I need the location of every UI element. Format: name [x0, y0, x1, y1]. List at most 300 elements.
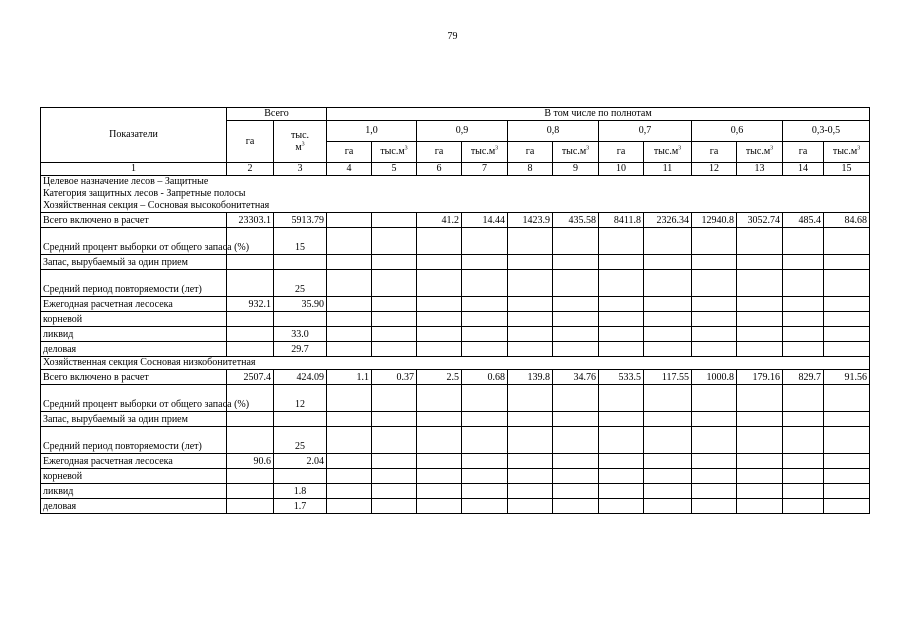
table-cell: [227, 484, 274, 499]
table-row: [41, 412, 870, 427]
row-label: деловая: [41, 342, 227, 357]
table-cell: [737, 255, 783, 270]
table-cell: [644, 297, 692, 312]
table-cell: [372, 469, 417, 484]
table-cell: [327, 412, 372, 427]
table-cell: [327, 255, 372, 270]
table-cell: [783, 342, 824, 357]
table-cell: [553, 454, 599, 469]
including-header: В том числе по полнотам: [327, 108, 870, 121]
table-cell: [462, 270, 508, 297]
table-cell: [783, 228, 824, 255]
unit-volume-header: $тыс.м^3$: [644, 142, 692, 163]
table-cell: [783, 270, 824, 297]
row-label: корневой: [41, 312, 227, 327]
unit-ha-header: га: [327, 142, 372, 163]
column-number: 11: [644, 163, 692, 176]
table-cell: 8411.8: [599, 213, 644, 228]
table-cell: [599, 327, 644, 342]
table-cell: 435.58: [553, 213, 599, 228]
table-cell: [372, 213, 417, 228]
table-cell: 829.7: [783, 370, 824, 385]
table-cell: 35.90: [274, 297, 327, 312]
table-cell: 2.04: [274, 454, 327, 469]
unit-volume-header: $тыс.м^3$: [372, 142, 417, 163]
table-cell: [644, 484, 692, 499]
table-row: [41, 499, 870, 514]
table-cell: [508, 484, 553, 499]
table-cell: [553, 499, 599, 514]
table-cell: 14.44: [462, 213, 508, 228]
table-cell: [824, 297, 870, 312]
table-cell: 12: [274, 385, 327, 412]
table-cell: [508, 228, 553, 255]
table-cell: [644, 270, 692, 297]
table-cell: [327, 270, 372, 297]
table-row: [41, 370, 870, 385]
table-cell: [462, 342, 508, 357]
table-cell: [737, 454, 783, 469]
row-label: Ежегодная расчетная лесосека: [41, 454, 227, 469]
table-cell: [692, 469, 737, 484]
table-cell: [824, 228, 870, 255]
column-number: 12: [692, 163, 737, 176]
table-cell: [462, 385, 508, 412]
table-cell: [508, 385, 553, 412]
table-cell: [824, 499, 870, 514]
section-heading-line: Хозяйственная секция – Сосновая высокобонитетная: [43, 200, 270, 211]
column-number: 4: [327, 163, 372, 176]
table-cell: [644, 499, 692, 514]
table-cell: [599, 255, 644, 270]
column-number: 8: [508, 163, 553, 176]
row-label: Запас, вырубаемый за один прием: [41, 412, 227, 427]
table-cell: [599, 385, 644, 412]
table-cell: [372, 385, 417, 412]
table-cell: [783, 499, 824, 514]
row-label: деловая: [41, 499, 227, 514]
table-cell: 33.0: [274, 327, 327, 342]
row-label: Всего включено в расчет: [41, 213, 227, 228]
table-cell: [599, 412, 644, 427]
table-cell: [327, 213, 372, 228]
table-cell: [372, 412, 417, 427]
table-row: [41, 213, 870, 228]
table-row: [41, 297, 870, 312]
table-cell: [508, 427, 553, 454]
table-cell: [417, 412, 462, 427]
table-cell: 25: [274, 270, 327, 297]
table-cell: [644, 454, 692, 469]
table-cell: [644, 228, 692, 255]
table-cell: [227, 270, 274, 297]
table-cell: [644, 385, 692, 412]
column-number: 6: [417, 163, 462, 176]
table-cell: [644, 327, 692, 342]
column-number: 5: [372, 163, 417, 176]
table-cell: [824, 255, 870, 270]
table-cell: [644, 412, 692, 427]
section-heading-line: Целевое назначение лесов – Защитные: [43, 176, 209, 187]
table-cell: [692, 499, 737, 514]
table-cell: [417, 312, 462, 327]
row-label: Средний период повторяемости (лет): [41, 427, 227, 454]
table-cell: [692, 228, 737, 255]
table-cell: [462, 427, 508, 454]
table-cell: [417, 427, 462, 454]
density-header: 0,6: [692, 121, 783, 142]
row-label: ликвид: [41, 484, 227, 499]
table-cell: [692, 484, 737, 499]
table-cell: [553, 469, 599, 484]
table-cell: [644, 427, 692, 454]
table-cell: [462, 454, 508, 469]
row-label: Средний период повторяемости (лет): [41, 270, 227, 297]
section-heading-row: [41, 176, 870, 213]
table-cell: 15: [274, 228, 327, 255]
table-row: [41, 484, 870, 499]
column-number: 7: [462, 163, 508, 176]
table-cell: [462, 412, 508, 427]
table-cell: [327, 228, 372, 255]
row-label: корневой: [41, 469, 227, 484]
table-row: [41, 469, 870, 484]
table-cell: [372, 499, 417, 514]
table-cell: 41.2: [417, 213, 462, 228]
table-cell: [417, 327, 462, 342]
table-cell: [327, 469, 372, 484]
table-cell: [327, 297, 372, 312]
table-row: [41, 342, 870, 357]
table-row: [41, 255, 870, 270]
table-cell: [824, 385, 870, 412]
table-cell: [824, 484, 870, 499]
table-cell: [508, 454, 553, 469]
table-cell: [692, 255, 737, 270]
table-cell: [327, 342, 372, 357]
row-label: Запас, вырубаемый за один прием: [41, 255, 227, 270]
table-row: [41, 228, 870, 255]
table-cell: 117.55: [644, 370, 692, 385]
table-cell: [783, 412, 824, 427]
table-cell: [274, 412, 327, 427]
table-cell: [692, 427, 737, 454]
table-cell: [372, 228, 417, 255]
table-cell: [644, 255, 692, 270]
table-cell: [553, 484, 599, 499]
table-cell: [372, 312, 417, 327]
table-cell: [737, 385, 783, 412]
table-cell: [372, 342, 417, 357]
unit-volume-header: $тыс.м^3$: [462, 142, 508, 163]
indicators-header: Показатели: [41, 108, 227, 163]
column-number: 13: [737, 163, 783, 176]
row-label: Всего включено в расчет: [41, 370, 227, 385]
table-cell: [783, 454, 824, 469]
table-cell: [599, 499, 644, 514]
table-cell: 139.8: [508, 370, 553, 385]
table-cell: [274, 469, 327, 484]
column-number: 14: [783, 163, 824, 176]
table-cell: [783, 385, 824, 412]
table-cell: [372, 427, 417, 454]
table-cell: [417, 385, 462, 412]
section-heading: [41, 357, 870, 370]
table-cell: [417, 499, 462, 514]
table-cell: [824, 454, 870, 469]
table-cell: [508, 469, 553, 484]
table-cell: 179.16: [737, 370, 783, 385]
table-cell: [274, 255, 327, 270]
unit-ha-header: га: [783, 142, 824, 163]
column-number: 9: [553, 163, 599, 176]
table-cell: [462, 484, 508, 499]
table-cell: 1.1: [327, 370, 372, 385]
table-cell: [327, 327, 372, 342]
unit-ha-header: га: [508, 142, 553, 163]
table-cell: [824, 427, 870, 454]
total-header: Всего: [227, 108, 327, 121]
table-cell: [824, 342, 870, 357]
table-cell: [737, 327, 783, 342]
table-cell: [783, 427, 824, 454]
table-cell: [372, 454, 417, 469]
section-heading-line: Категория защитных лесов - Запретные полосы: [43, 188, 246, 199]
table-cell: [644, 469, 692, 484]
table-cell: 3052.74: [737, 213, 783, 228]
table-cell: [824, 327, 870, 342]
table-cell: 0.68: [462, 370, 508, 385]
table-cell: [553, 327, 599, 342]
table-row: [41, 270, 870, 297]
table-cell: [417, 469, 462, 484]
table-cell: [508, 312, 553, 327]
table-row: [41, 327, 870, 342]
total-ha-header: га: [227, 121, 274, 163]
table-cell: 34.76: [553, 370, 599, 385]
table-cell: [462, 469, 508, 484]
unit-volume-header: $тыс.м^3$: [737, 142, 783, 163]
table-cell: [737, 499, 783, 514]
table-cell: [692, 297, 737, 312]
table-cell: [599, 454, 644, 469]
table-cell: [824, 312, 870, 327]
page-number: 79: [447, 31, 458, 42]
table-cell: [599, 270, 644, 297]
table-cell: 1.8: [274, 484, 327, 499]
table-cell: [737, 297, 783, 312]
table-cell: [327, 499, 372, 514]
table-cell: [644, 312, 692, 327]
unit-ha-header: га: [692, 142, 737, 163]
section-heading: [41, 176, 870, 213]
table-cell: [372, 327, 417, 342]
table-cell: [508, 342, 553, 357]
section-heading-row: [41, 357, 870, 370]
row-label: Средний процент выборки от общего запаса (%): [41, 228, 227, 255]
row-label: ликвид: [41, 327, 227, 342]
table-row: [41, 454, 870, 469]
density-header: 1,0: [327, 121, 417, 142]
table-cell: [417, 342, 462, 357]
table-cell: [227, 255, 274, 270]
table-cell: [783, 312, 824, 327]
column-number: 3: [274, 163, 327, 176]
table-cell: [737, 270, 783, 297]
table-cell: [508, 327, 553, 342]
table-cell: [737, 342, 783, 357]
table-cell: 0.37: [372, 370, 417, 385]
table-cell: [553, 297, 599, 312]
table-cell: [599, 297, 644, 312]
table-cell: [783, 484, 824, 499]
column-number: 2: [227, 163, 274, 176]
table-cell: 424.09: [274, 370, 327, 385]
table-cell: [783, 327, 824, 342]
table-cell: 29.7: [274, 342, 327, 357]
table-cell: [599, 312, 644, 327]
table-cell: [417, 270, 462, 297]
table-cell: [227, 427, 274, 454]
table-cell: [824, 270, 870, 297]
table-cell: [372, 297, 417, 312]
density-header: 0,8: [508, 121, 599, 142]
table-cell: [783, 297, 824, 312]
table-cell: 90.6: [227, 454, 274, 469]
table-cell: [599, 484, 644, 499]
density-header: 0,9: [417, 121, 508, 142]
table-cell: [417, 484, 462, 499]
column-number: 1: [41, 163, 227, 176]
row-label: Ежегодная расчетная лесосека: [41, 297, 227, 312]
table-cell: 1423.9: [508, 213, 553, 228]
table-cell: [692, 312, 737, 327]
table-cell: [227, 499, 274, 514]
unit-volume-header: $тыс.м^3$: [553, 142, 599, 163]
table-cell: [824, 412, 870, 427]
table-cell: [737, 469, 783, 484]
table-cell: [508, 255, 553, 270]
table-cell: [599, 342, 644, 357]
table-cell: [327, 454, 372, 469]
table-cell: [417, 255, 462, 270]
column-number: 15: [824, 163, 870, 176]
table-cell: 5913.79: [274, 213, 327, 228]
table-cell: [553, 228, 599, 255]
table-cell: [417, 228, 462, 255]
table-row: [41, 312, 870, 327]
unit-volume-header: $тыс.м^3$: [824, 142, 870, 163]
table-cell: [327, 312, 372, 327]
table-cell: [227, 312, 274, 327]
table-cell: [327, 385, 372, 412]
table-cell: [462, 499, 508, 514]
table-cell: [462, 297, 508, 312]
table-cell: [692, 412, 737, 427]
table-cell: [737, 312, 783, 327]
table-cell: [372, 270, 417, 297]
table-cell: [737, 484, 783, 499]
table-cell: [508, 499, 553, 514]
table-cell: [372, 255, 417, 270]
table-cell: 1000.8: [692, 370, 737, 385]
table-cell: [553, 255, 599, 270]
table-cell: 533.5: [599, 370, 644, 385]
table-cell: [692, 454, 737, 469]
table-cell: [462, 228, 508, 255]
table-cell: [274, 312, 327, 327]
table-cell: [783, 469, 824, 484]
table-cell: [553, 342, 599, 357]
table-cell: [462, 255, 508, 270]
table-cell: [227, 469, 274, 484]
table-cell: [462, 327, 508, 342]
table-cell: 12940.8: [692, 213, 737, 228]
table-row: [41, 385, 870, 412]
table-cell: [327, 484, 372, 499]
table-cell: 2507.4: [227, 370, 274, 385]
density-header: 0,3-0,5: [783, 121, 870, 142]
table-cell: [737, 412, 783, 427]
table-cell: 1.7: [274, 499, 327, 514]
density-header: 0,7: [599, 121, 692, 142]
table-cell: [553, 412, 599, 427]
table-cell: [553, 427, 599, 454]
table-cell: [737, 427, 783, 454]
table-cell: 485.4: [783, 213, 824, 228]
table-cell: [783, 255, 824, 270]
table-cell: [692, 342, 737, 357]
table-cell: [508, 412, 553, 427]
table-cell: 23303.1: [227, 213, 274, 228]
table-cell: [417, 297, 462, 312]
table-cell: [417, 454, 462, 469]
table-cell: [227, 342, 274, 357]
table-cell: [553, 270, 599, 297]
unit-ha-header: га: [599, 142, 644, 163]
table-cell: [462, 312, 508, 327]
table-cell: 25: [274, 427, 327, 454]
table-cell: 932.1: [227, 297, 274, 312]
table-cell: [508, 297, 553, 312]
table-cell: [372, 484, 417, 499]
row-label: Средний процент выборки от общего запаса (%): [41, 385, 227, 412]
table-cell: [553, 385, 599, 412]
table-cell: 2.5: [417, 370, 462, 385]
table-row: [41, 427, 870, 454]
table-cell: [227, 412, 274, 427]
table-cell: [692, 270, 737, 297]
table-cell: [692, 327, 737, 342]
column-number: 10: [599, 163, 644, 176]
table-cell: [737, 228, 783, 255]
allowable-cut-table: [40, 107, 870, 514]
table-cell: [327, 427, 372, 454]
table-cell: 2326.34: [644, 213, 692, 228]
table-cell: [644, 342, 692, 357]
unit-ha-header: га: [417, 142, 462, 163]
table-cell: [227, 327, 274, 342]
table-cell: 91.56: [824, 370, 870, 385]
table-cell: 84.68: [824, 213, 870, 228]
table-cell: [692, 385, 737, 412]
table-cell: [824, 469, 870, 484]
table-cell: [553, 312, 599, 327]
table-cell: [599, 228, 644, 255]
table-cell: [599, 469, 644, 484]
total-volume-header: тыс. $м^3$: [274, 121, 327, 163]
table-cell: [599, 427, 644, 454]
